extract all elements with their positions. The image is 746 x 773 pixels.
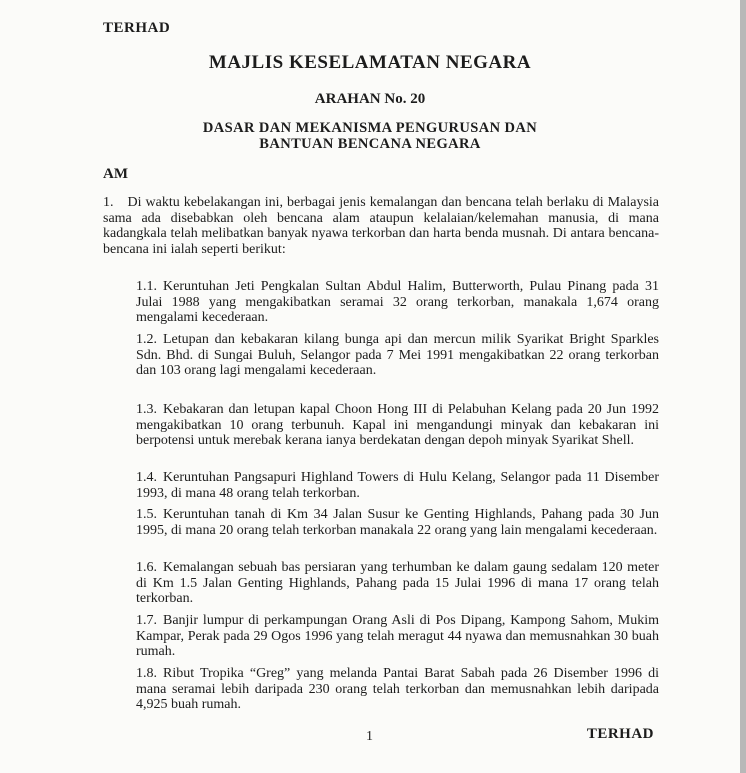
item-number: 1.2.: [136, 332, 157, 347]
subtitle-line-1: DASAR DAN MEKANISMA PENGURUSAN DAN: [202, 120, 538, 136]
item-text: Letupan dan kebakaran kilang bunga api dan mercun milik Syarikat Bright Sparkles Sdn. Bhd. di Sungai Buluh, Selangor pada 7 Mei 1991 mengakibatkan 22 orang terkorban dan 103 orang lagi mengalami kecederaan.: [136, 332, 659, 378]
list-item-1-7: [136, 613, 659, 660]
subtitle-line-2: BANTUAN BENCANA NEGARA: [259, 136, 481, 152]
item-text: Ribut Tropika “Greg” yang melanda Pantai Barat Sabah pada 26 Disember 1996 di mana seramai lebih daripada 230 orang telah terkorban dan memusnahkan lebih daripada 4,925 buah rumah.: [136, 666, 659, 712]
list-item-1-2: [136, 332, 659, 379]
item-text: Banjir lumpur di perkampungan Orang Asli di Pos Dipang, Kampong Sahom, Mukim Kampar, Perak pada 29 Ogos 1996 yang telah meragut 44 nyawa dan memusnahkan 30 buah rumah.: [136, 613, 659, 659]
item-number: 1.3.: [136, 402, 157, 417]
item-number: 1.1.: [136, 279, 157, 294]
item-number: 1.4.: [136, 470, 157, 485]
list-item-1-6: [136, 560, 659, 607]
item-text: Keruntuhan Pangsapuri Highland Towers di Hulu Kelang, Selangor pada 11 Disember 1993, di mana 48 orang telah terkorban.: [136, 470, 659, 501]
paragraph-number: 1.: [103, 195, 114, 210]
list-item-1-4: [136, 470, 659, 501]
list-item-1-5: [136, 507, 659, 538]
item-number: 1.6.: [136, 560, 157, 575]
list-item-1-3: [136, 402, 659, 449]
document-subtitle: [0, 120, 740, 152]
classification-label-top: TERHAD: [103, 20, 171, 36]
paragraph-text: Di waktu kebelakangan ini, berbagai jenis kemalangan dan bencana telah berlaku di Malaysia sama ada disebabkan oleh bencana alam ataupun kelalaian/kelemahan manusia, di mana kadangkala telah melibatkan banyak nyawa terkorban dan harta benda musnah. Di antara bencana-bencana ini ialah seperti berikut:: [103, 195, 659, 257]
list-item-1-8: [136, 666, 659, 713]
page-number: 1: [366, 729, 373, 744]
list-item-1-1: [136, 279, 659, 326]
document-title: MAJLIS KESELAMATAN NEGARA: [208, 52, 532, 73]
item-text: Keruntuhan Jeti Pengkalan Sultan Abdul Halim, Butterworth, Pulau Pinang pada 31 Julai 1988 yang mengakibatkan seramai 32 orang terkorban, manakala 1,674 orang mengalami kecederaan.: [136, 279, 659, 325]
paragraph-1: [103, 195, 659, 257]
item-text: Keruntuhan tanah di Km 34 Jalan Susur ke Genting Highlands, Pahang pada 30 Jun 1995, di mana 20 orang telah terkorban manakala 22 orang yang lain mengalami kecederaan.: [136, 507, 659, 538]
directive-number: ARAHAN No. 20: [314, 91, 426, 107]
classification-label-bottom: TERHAD: [586, 726, 654, 742]
item-text: Kemalangan sebuah bas persiaran yang terhumban ke dalam gaung sedalam 120 meter di Km 1.5 Jalan Genting Highlands, Pahang pada 15 Julai 1996 di mana 17 orang telah terkorban.: [136, 560, 659, 606]
item-number: 1.8.: [136, 666, 157, 681]
section-heading: AM: [103, 166, 128, 182]
item-number: 1.7.: [136, 613, 157, 628]
item-text: Kebakaran dan letupan kapal Choon Hong III di Pelabuhan Kelang pada 20 Jun 1992 mengakibatkan 10 orang terbunuh. Kapal ini mengandungi minyak dan kebakaran ini berpotensi untuk merebak kerana ianya berdekatan dengan depoh minyak Syarikat Shell.: [136, 402, 659, 448]
item-number: 1.5.: [136, 507, 157, 522]
